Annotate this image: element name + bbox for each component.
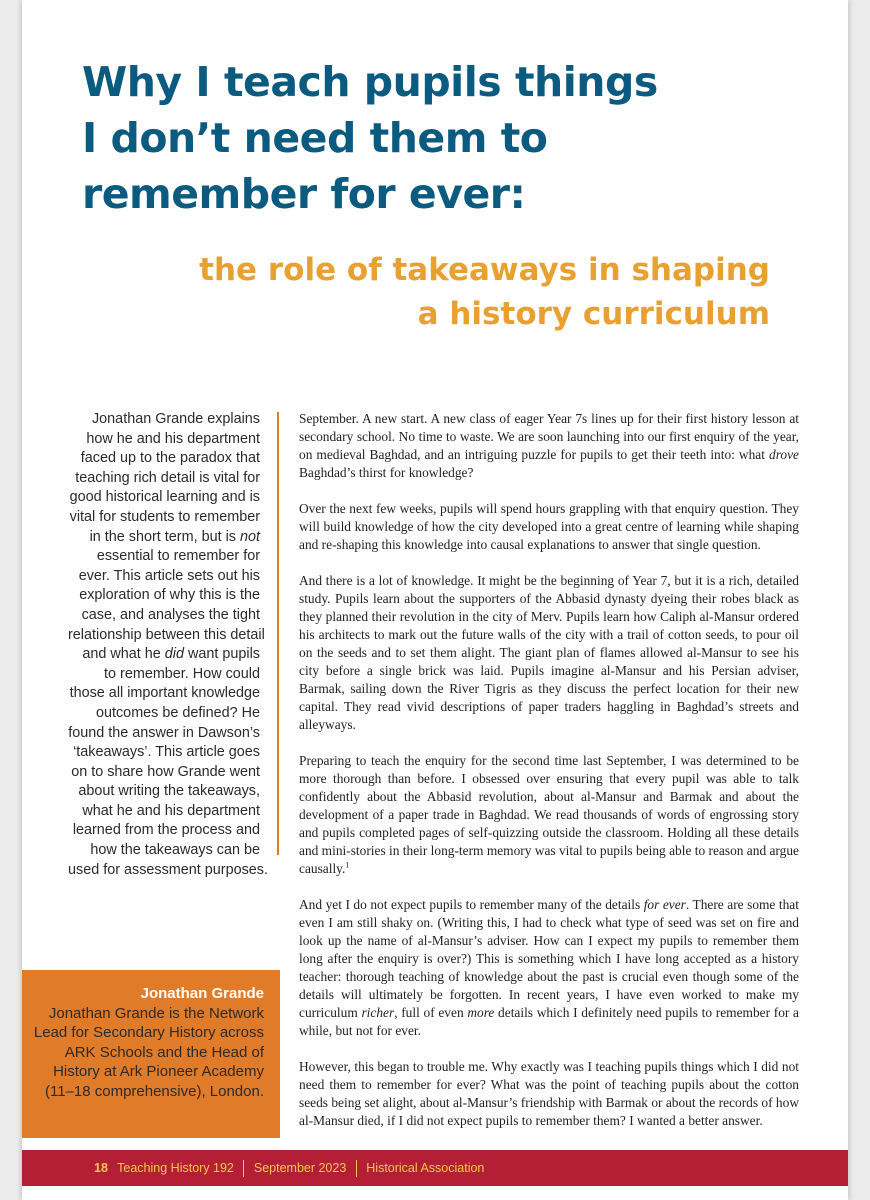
author-bio-line: History at Ark Pioneer Academy xyxy=(53,1063,264,1081)
body-text: , full of even xyxy=(394,1005,468,1020)
standfirst-line xyxy=(68,645,260,665)
standfirst-line: those all important knowledge xyxy=(69,685,260,702)
standfirst-line: case, and analyses the tight xyxy=(81,606,260,623)
footer-text xyxy=(94,1160,484,1177)
standfirst-line: to remember. How could xyxy=(104,665,260,682)
standfirst-text: want pupils xyxy=(188,646,260,663)
standfirst-line: on to share how Grande went xyxy=(71,763,260,780)
standfirst-line: ‘takeaways’. This article goes xyxy=(73,744,260,761)
standfirst-line: found the answer in Dawson’s xyxy=(68,724,260,741)
journal-issue: Teaching History 192 xyxy=(117,1161,234,1175)
body-emphasis: for ever xyxy=(643,897,686,912)
standfirst-line: what he and his department xyxy=(82,802,260,819)
author-bio-line: Jonathan Grande is the Network xyxy=(48,1004,264,1022)
body-text: September. A new start. A new class of eager Year 7s lines up for their first history lesson at secondary school. No time to waste. We are soon launching into our first enquiry of the year, on medieval Baghdad, and an intriguing puzzle for pupils to get their teeth into: what xyxy=(299,411,799,462)
standfirst-line: how he and his department xyxy=(86,430,260,447)
standfirst-line: exploration of why this is the xyxy=(79,587,260,604)
body-text: Baghdad’s thirst for knowledge? xyxy=(299,465,474,480)
article-title xyxy=(82,54,802,222)
author-bio-line: ARK Schools and the Head of xyxy=(64,1043,264,1061)
standfirst-line: good historical learning and is xyxy=(69,489,260,506)
body-emphasis: more xyxy=(467,1005,495,1020)
body-paragraph xyxy=(299,410,799,482)
body-text: And yet I do not expect pupils to remember many of the details xyxy=(299,897,644,912)
standfirst-line: outcomes be defined? He xyxy=(95,704,260,721)
standfirst-line: ever. This article sets out his xyxy=(78,567,260,584)
standfirst-line: Jonathan Grande explains xyxy=(91,411,260,427)
standfirst-line: relationship between this detail xyxy=(68,626,265,643)
standfirst xyxy=(68,410,268,880)
author-bio-line: (11–18 comprehensive), London. xyxy=(44,1082,264,1100)
body-emphasis: drove xyxy=(769,447,799,462)
author-box xyxy=(22,970,280,1138)
subtitle-line: a history curriculum xyxy=(417,296,770,332)
standfirst-line: teaching rich detail is vital for xyxy=(75,469,260,486)
article-subtitle xyxy=(130,248,770,336)
standfirst-line: essential to remember for xyxy=(96,548,260,565)
standfirst-line: vital for students to remember xyxy=(69,508,260,525)
article-body xyxy=(299,410,799,1148)
standfirst-emphasis: did xyxy=(164,646,184,663)
standfirst-line: about writing the takeaways, xyxy=(78,783,260,800)
issue-date: September 2023 xyxy=(253,1161,347,1175)
footer-separator xyxy=(243,1160,244,1177)
author-bio xyxy=(30,1004,264,1102)
body-paragraph xyxy=(299,752,799,878)
standfirst-line xyxy=(68,528,260,548)
standfirst-line: used for assessment purposes. xyxy=(68,861,268,878)
title-line: I don’t need them to xyxy=(82,114,548,162)
body-paragraph: However, this began to trouble me. Why exactly was I teaching pupils things which I did not need them to remember for ever? What was the point of teaching pupils about the cotton seeds being set alight, about al-Mansur’s friendship with Barmak or about the records of how al-Mansur died, if I did not expect pupils to remember them? I wanted a better answer. xyxy=(299,1059,799,1128)
body-text: Preparing to teach the enquiry for the second time last September, I was determined to be more thorough than before. I obsessed over ensuring that every pupil was able to talk confidently about the Abbasid revolution, about al-Mansur and Barmak and about the development of a paper trade in Baghdad. We read thousands of words of engrossing story and pupils completed pages of self-quizzing outside the classroom. Holding all these details and mini-stories in their long-term memory was vital to pupils being able to reason and argue causally. xyxy=(299,753,799,876)
subtitle-line: the role of takeaways in shaping xyxy=(199,252,770,288)
standfirst-line: faced up to the paradox that xyxy=(80,450,260,467)
body-paragraph: Over the next few weeks, pupils will spend hours grappling with that enquiry question. They will build knowledge of how the city developed into a great centre of learning while shaping and re-shaping this knowledge into causal explanations to answer that single question. xyxy=(299,501,799,552)
footnote-marker[interactable]: 1 xyxy=(345,860,350,870)
magazine-page xyxy=(22,0,848,1200)
standfirst-text: and what he xyxy=(82,646,161,663)
standfirst-emphasis: not xyxy=(239,528,260,545)
author-name: Jonathan Grande xyxy=(140,985,264,1002)
standfirst-line: how the takeaways can be xyxy=(90,842,260,859)
standfirst-text: in the short term, but is xyxy=(89,528,236,545)
body-emphasis: richer xyxy=(361,1005,395,1020)
title-line: remember for ever: xyxy=(82,170,526,218)
body-paragraph: And there is a lot of knowledge. It might be the beginning of Year 7, but it is a rich, detailed study. Pupils learn about the supporters of the Abbasid dynasty dyeing their robes black as they planned their revolution in the city of Merv. Pupils learn how Caliph al-Mansur ordered his architects to mark out the future walls of the city with a trail of cotton seeds, to pour oil on the seeds and to set them alight. The giant plan of flames allowed al-Mansur to see his city before a single brick was laid. Pupils imagine al-Mansur and his Persian adviser, Barmak, sailing down the River Tigris as they discuss the perfect location for their new capital. They read vivid descriptions of paper traders haggling in Baghdad’s streets and alleyways. xyxy=(299,573,799,732)
author-bio-line: Lead for Secondary History across xyxy=(33,1024,264,1042)
column-divider xyxy=(277,412,279,855)
footer-bar xyxy=(22,1150,848,1186)
title-line: Why I teach pupils things xyxy=(82,58,658,106)
standfirst-line: learned from the process and xyxy=(72,822,260,839)
page-number: 18 xyxy=(94,1161,108,1175)
body-paragraph xyxy=(299,896,799,1040)
body-text: . There are some that even I am still shaky on. (Writing this, I had to check what type of seed was set on fire and look up the name of al-Mansur’s adviser. How can I expect my pupils to remember them long after the enquiry is over?) This is something which I have long accepted as a history teacher: thorough teaching of knowledge about the past is crucial even though some of the details will ultimately be forgotten. In recent years, I have even worked to make my curriculum xyxy=(299,897,799,1020)
body-text: details which I definitely need pupils to remember for a while, but not for ever. xyxy=(299,1005,799,1038)
footer-separator xyxy=(356,1160,357,1177)
publisher: Historical Association xyxy=(366,1161,485,1175)
